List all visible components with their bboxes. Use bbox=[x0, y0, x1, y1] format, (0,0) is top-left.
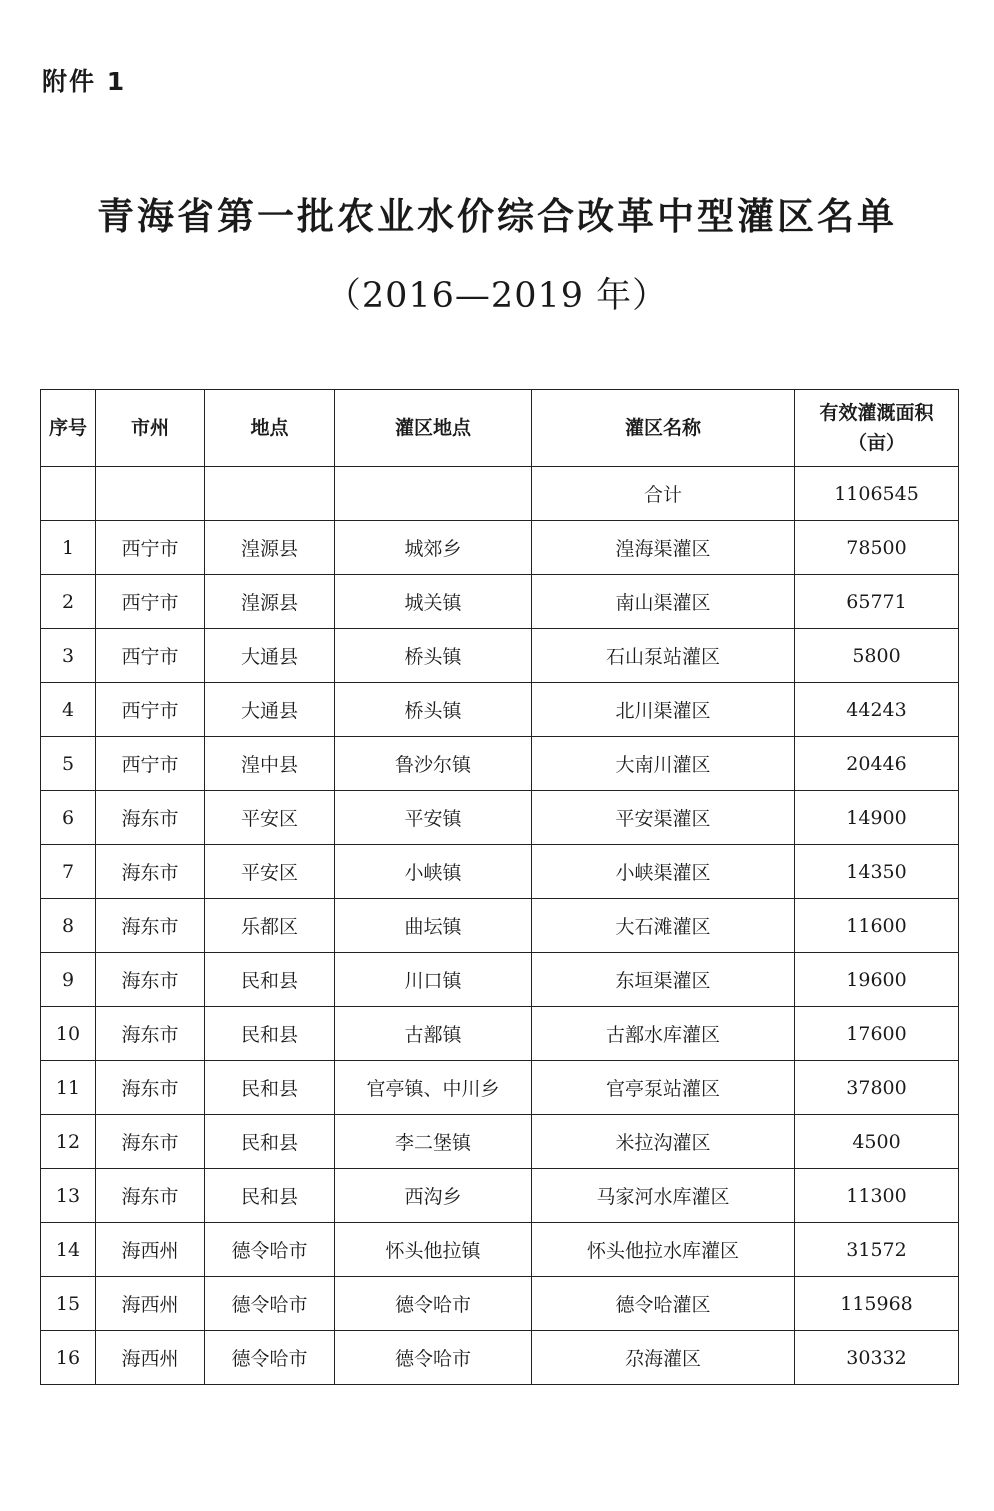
cell-location: 西沟乡 bbox=[335, 1169, 532, 1223]
header-index: 序号 bbox=[41, 390, 96, 467]
cell-area: 65771 bbox=[795, 575, 959, 629]
cell-index: 10 bbox=[41, 1007, 96, 1061]
cell-location: 平安镇 bbox=[335, 791, 532, 845]
table-row bbox=[41, 521, 959, 575]
header-location: 灌区地点 bbox=[335, 390, 532, 467]
header-area bbox=[795, 390, 959, 467]
cell-name: 平安渠灌区 bbox=[532, 791, 795, 845]
cell-location: 德令哈市 bbox=[335, 1331, 532, 1385]
cell-county: 湟中县 bbox=[205, 737, 335, 791]
cell-city: 海东市 bbox=[96, 845, 205, 899]
cell-city: 西宁市 bbox=[96, 575, 205, 629]
cell-index: 9 bbox=[41, 953, 96, 1007]
cell-index: 3 bbox=[41, 629, 96, 683]
cell-name: 大石滩灌区 bbox=[532, 899, 795, 953]
cell-county: 乐都区 bbox=[205, 899, 335, 953]
cell-city: 海东市 bbox=[96, 791, 205, 845]
cell-name: 马家河水库灌区 bbox=[532, 1169, 795, 1223]
cell-county: 湟源县 bbox=[205, 521, 335, 575]
table-row bbox=[41, 575, 959, 629]
cell-area: 31572 bbox=[795, 1223, 959, 1277]
total-label: 合计 bbox=[532, 467, 795, 521]
cell-location: 城关镇 bbox=[335, 575, 532, 629]
cell-name: 官亭泵站灌区 bbox=[532, 1061, 795, 1115]
table-row bbox=[41, 953, 959, 1007]
cell-county: 德令哈市 bbox=[205, 1277, 335, 1331]
cell-area: 14350 bbox=[795, 845, 959, 899]
cell-city: 海东市 bbox=[96, 899, 205, 953]
table-row bbox=[41, 1169, 959, 1223]
cell-index: 12 bbox=[41, 1115, 96, 1169]
cell-area: 30332 bbox=[795, 1331, 959, 1385]
cell-city: 海西州 bbox=[96, 1223, 205, 1277]
cell-location: 鲁沙尔镇 bbox=[335, 737, 532, 791]
cell-city: 西宁市 bbox=[96, 683, 205, 737]
cell-location: 怀头他拉镇 bbox=[335, 1223, 532, 1277]
cell-area: 11600 bbox=[795, 899, 959, 953]
cell-name: 东垣渠灌区 bbox=[532, 953, 795, 1007]
cell-area: 78500 bbox=[795, 521, 959, 575]
cell-county: 平安区 bbox=[205, 845, 335, 899]
cell-name: 大南川灌区 bbox=[532, 737, 795, 791]
cell-name: 怀头他拉水库灌区 bbox=[532, 1223, 795, 1277]
table-row bbox=[41, 629, 959, 683]
table-row bbox=[41, 1007, 959, 1061]
cell-name: 古鄯水库灌区 bbox=[532, 1007, 795, 1061]
cell-name: 德令哈灌区 bbox=[532, 1277, 795, 1331]
cell-name: 南山渠灌区 bbox=[532, 575, 795, 629]
cell-area: 20446 bbox=[795, 737, 959, 791]
cell-area: 11300 bbox=[795, 1169, 959, 1223]
cell-location: 官亭镇、中川乡 bbox=[335, 1061, 532, 1115]
table-row bbox=[41, 791, 959, 845]
cell-county: 大通县 bbox=[205, 629, 335, 683]
table-row bbox=[41, 737, 959, 791]
cell-index: 8 bbox=[41, 899, 96, 953]
cell-index: 11 bbox=[41, 1061, 96, 1115]
header-name: 灌区名称 bbox=[532, 390, 795, 467]
cell-location: 古鄯镇 bbox=[335, 1007, 532, 1061]
table-row bbox=[41, 1223, 959, 1277]
document-subtitle: （2016—2019 年） bbox=[325, 276, 669, 316]
cell-index: 2 bbox=[41, 575, 96, 629]
cell-county: 平安区 bbox=[205, 791, 335, 845]
cell-area: 37800 bbox=[795, 1061, 959, 1115]
table-row bbox=[41, 845, 959, 899]
cell-county: 湟源县 bbox=[205, 575, 335, 629]
cell-city: 海东市 bbox=[96, 1115, 205, 1169]
cell-index: 6 bbox=[41, 791, 96, 845]
cell-area: 115968 bbox=[795, 1277, 959, 1331]
document-title: 青海省第一批农业水价综合改革中型灌区名单 bbox=[97, 194, 897, 238]
cell-name: 小峡渠灌区 bbox=[532, 845, 795, 899]
cell-city: 海西州 bbox=[96, 1331, 205, 1385]
cell-city: 海东市 bbox=[96, 1061, 205, 1115]
table-header-row bbox=[41, 390, 959, 467]
total-county-cell bbox=[205, 467, 335, 521]
cell-county: 民和县 bbox=[205, 953, 335, 1007]
cell-location: 桥头镇 bbox=[335, 683, 532, 737]
cell-name: 湟海渠灌区 bbox=[532, 521, 795, 575]
cell-city: 海东市 bbox=[96, 1007, 205, 1061]
table-row bbox=[41, 1277, 959, 1331]
cell-index: 7 bbox=[41, 845, 96, 899]
cell-city: 西宁市 bbox=[96, 629, 205, 683]
cell-location: 桥头镇 bbox=[335, 629, 532, 683]
cell-name: 北川渠灌区 bbox=[532, 683, 795, 737]
cell-location: 曲坛镇 bbox=[335, 899, 532, 953]
cell-county: 德令哈市 bbox=[205, 1331, 335, 1385]
cell-area: 4500 bbox=[795, 1115, 959, 1169]
table-row bbox=[41, 899, 959, 953]
cell-city: 海东市 bbox=[96, 1169, 205, 1223]
table-row bbox=[41, 1061, 959, 1115]
cell-county: 大通县 bbox=[205, 683, 335, 737]
cell-county: 德令哈市 bbox=[205, 1223, 335, 1277]
cell-location: 川口镇 bbox=[335, 953, 532, 1007]
cell-index: 15 bbox=[41, 1277, 96, 1331]
attachment-label: 附件 1 bbox=[42, 67, 127, 96]
cell-location: 德令哈市 bbox=[335, 1277, 532, 1331]
cell-location: 小峡镇 bbox=[335, 845, 532, 899]
total-location-cell bbox=[335, 467, 532, 521]
total-area: 1106545 bbox=[795, 467, 959, 521]
cell-area: 19600 bbox=[795, 953, 959, 1007]
header-area-line2: （亩） bbox=[847, 432, 905, 454]
cell-county: 民和县 bbox=[205, 1061, 335, 1115]
cell-area: 44243 bbox=[795, 683, 959, 737]
cell-index: 5 bbox=[41, 737, 96, 791]
cell-county: 民和县 bbox=[205, 1169, 335, 1223]
cell-area: 17600 bbox=[795, 1007, 959, 1061]
cell-index: 16 bbox=[41, 1331, 96, 1385]
cell-name: 尕海灌区 bbox=[532, 1331, 795, 1385]
header-city: 市州 bbox=[96, 390, 205, 467]
cell-city: 海东市 bbox=[96, 953, 205, 1007]
cell-city: 西宁市 bbox=[96, 737, 205, 791]
total-row bbox=[41, 467, 959, 521]
total-city-cell bbox=[96, 467, 205, 521]
cell-index: 14 bbox=[41, 1223, 96, 1277]
total-index-cell bbox=[41, 467, 96, 521]
header-county: 地点 bbox=[205, 390, 335, 467]
cell-area: 5800 bbox=[795, 629, 959, 683]
cell-name: 石山泵站灌区 bbox=[532, 629, 795, 683]
cell-name: 米拉沟灌区 bbox=[532, 1115, 795, 1169]
cell-index: 13 bbox=[41, 1169, 96, 1223]
cell-city: 海西州 bbox=[96, 1277, 205, 1331]
irrigation-district-table bbox=[40, 389, 959, 1385]
table-row bbox=[41, 1331, 959, 1385]
table-row bbox=[41, 683, 959, 737]
cell-index: 1 bbox=[41, 521, 96, 575]
cell-county: 民和县 bbox=[205, 1115, 335, 1169]
cell-location: 城郊乡 bbox=[335, 521, 532, 575]
header-area-line1: 有效灌溉面积 bbox=[819, 402, 934, 424]
table-row bbox=[41, 1115, 959, 1169]
cell-location: 李二堡镇 bbox=[335, 1115, 532, 1169]
cell-index: 4 bbox=[41, 683, 96, 737]
cell-county: 民和县 bbox=[205, 1007, 335, 1061]
cell-city: 西宁市 bbox=[96, 521, 205, 575]
cell-area: 14900 bbox=[795, 791, 959, 845]
